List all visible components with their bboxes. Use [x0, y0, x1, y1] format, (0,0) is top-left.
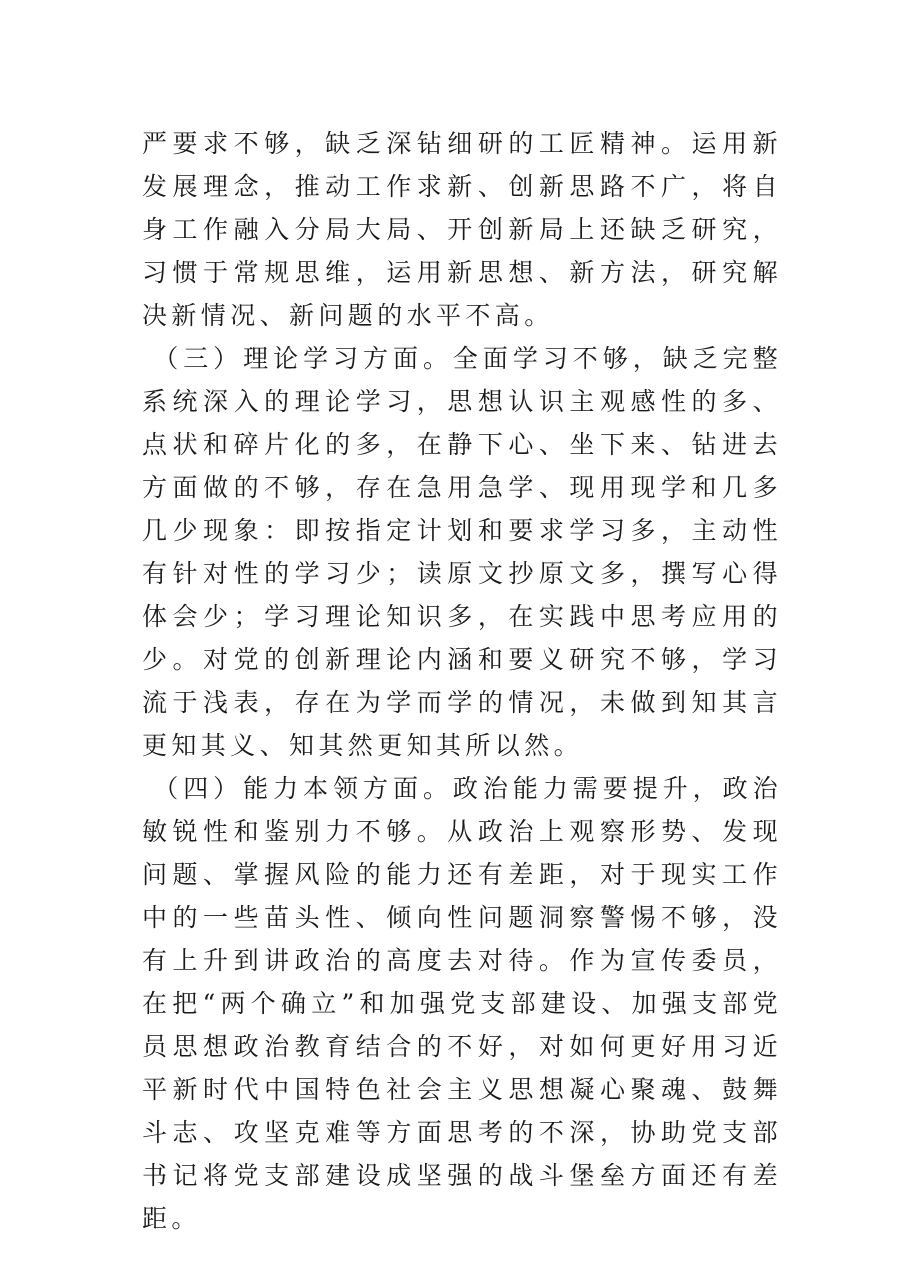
- document-body: [142, 122, 782, 1240]
- paragraph-continuation: 严要求不够，缺乏深钻细研的工匠精神。运用新发展理念，推动工作求新、创新思路不广，将自身工作融入分局大局、开创新局上还缺乏研究，习惯于常规思维，运用新思想、新方法，研究解决新情况、新问题的水平不高。: [142, 129, 782, 330]
- paragraph-theory-study: （三）理论学习方面。全面学习不够，缺乏完整系统深入的理论学习，思想认识主观感性的多、点状和碎片化的多，在静下心、坐下来、钻进去方面做的不够，存在急用急学、现用现学和几多几少现象：即按指定计划和要求学习多，主动性有针对性的学习少；读原文抄原文多，撰写心得体会少；学习理论知识多，在实践中思考应用的少。对党的创新理论内涵和要义研究不够，学习流于浅表，存在为学而学的情况，未做到知其言更知其义、知其然更知其所以然。: [142, 344, 782, 760]
- paragraph-ability: （四）能力本领方面。政治能力需要提升，政治敏锐性和鉴别力不够。从政治上观察形势、发现问题、掌握风险的能力还有差距，对于现实工作中的一些苗头性、倾向性问题洞察警惕不够，没有上升到讲政治的高度去对待。作为宣传委员，在把“两个确立”和加强党支部建设、加强支部党员思想政治教育结合的不好，对如何更好用习近平新时代中国特色社会主义思想凝心聚魂、鼓舞斗志、攻坚克难等方面思考的不深，协助党支部书记将党支部建设成坚强的战斗堡垒方面还有差距。: [142, 774, 782, 1233]
